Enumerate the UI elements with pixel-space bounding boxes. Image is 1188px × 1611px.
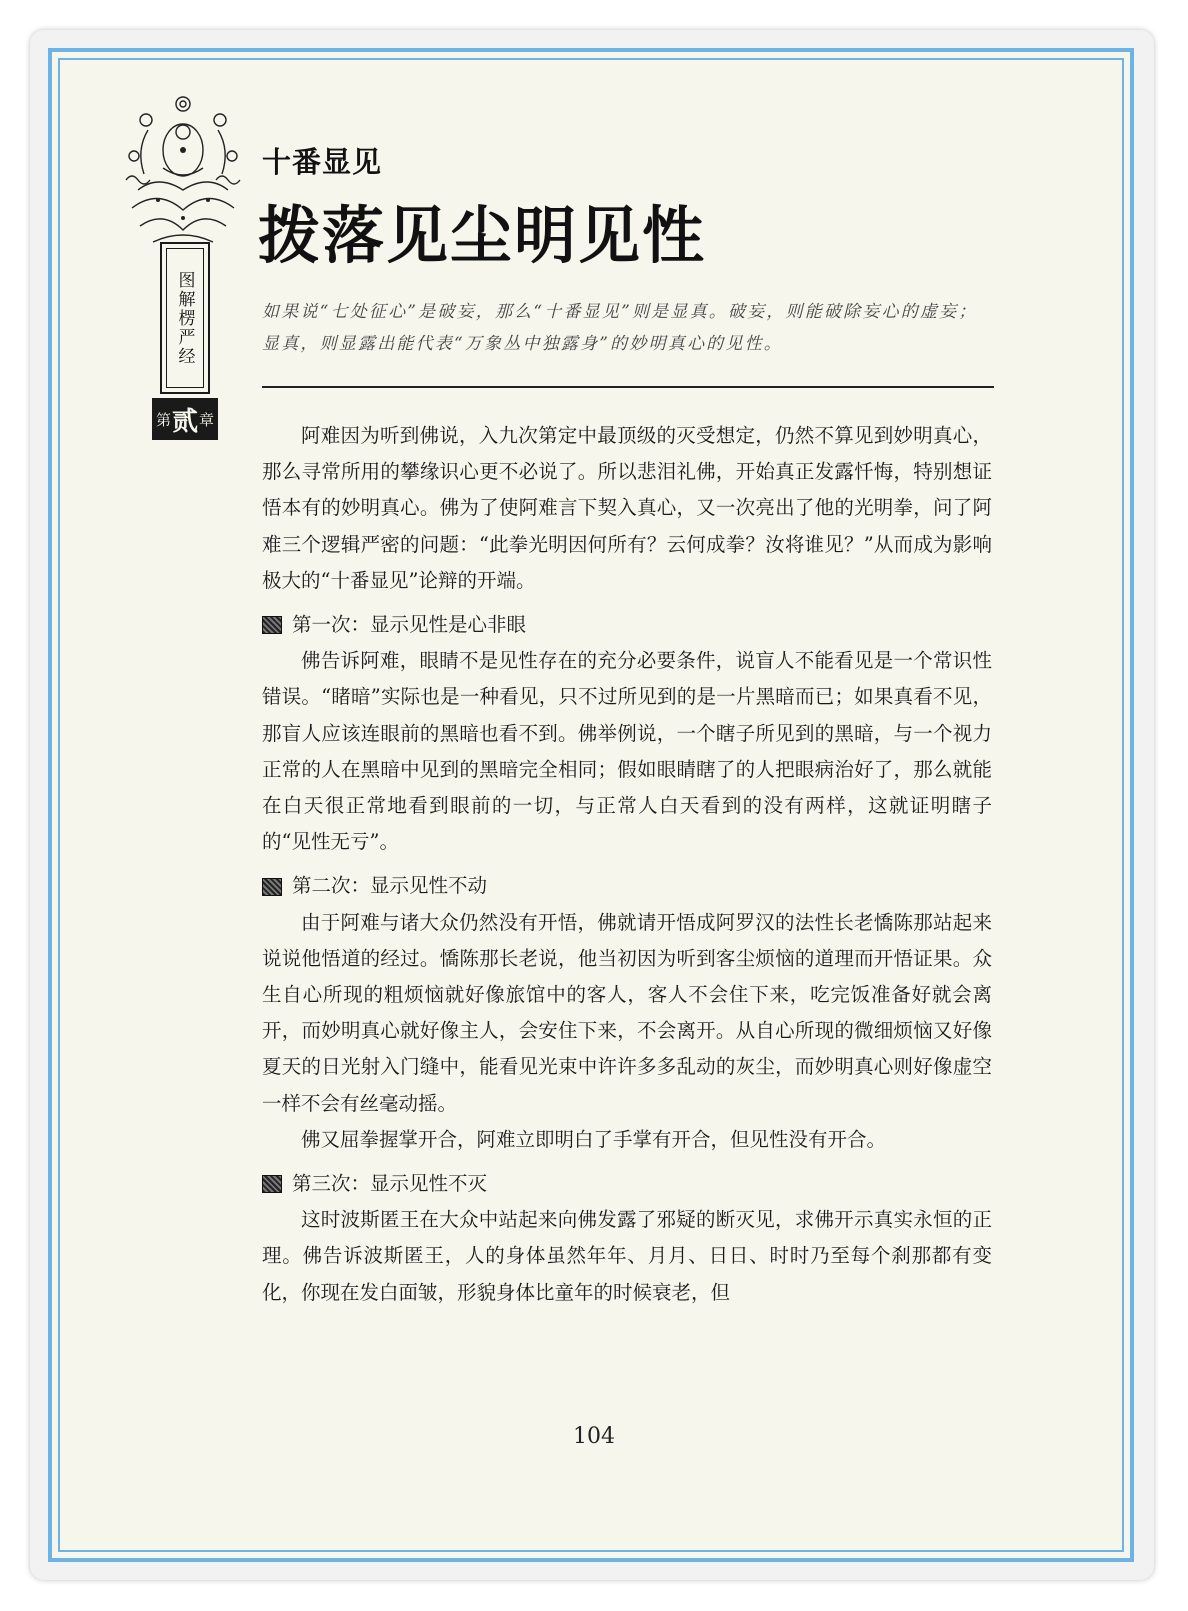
- intro-summary: 如果说“七处征心”是破妄，那么“十番显见”则是显真。破妄，则能破除妄心的虚妄；显真，则显露出能代表“万象丛中独露身”的妙明真心的见性。: [262, 302, 978, 354]
- chapter-number: 贰: [171, 406, 198, 437]
- header-divider: [262, 386, 994, 388]
- section-heading-text: 第一次：显示见性是心非眼: [292, 613, 527, 637]
- body-text: [262, 418, 992, 1311]
- square-bullet-icon: [262, 616, 282, 634]
- section-subtitle: 十番显见: [262, 145, 383, 179]
- square-bullet-icon: [262, 878, 282, 896]
- section-heading: [262, 1166, 992, 1202]
- square-bullet-icon: [262, 1175, 282, 1193]
- chapter-suffix: 章: [199, 410, 215, 429]
- section-paragraph: 佛告诉阿难，眼睛不是见性存在的充分必要条件，说盲人不能看见是一个常识性错误。“睹暗”实际也是一种看见，只不过所见到的是一片黑暗而已；如果真看不见，那盲人应该连眼前的黑暗也看不到。佛举例说，一个瞎子所见到的黑暗，与一个视力正常的人在黑暗中见到的黑暗完全相同；假如眼睛瞎了的人把眼病治好了，那么就能在白天很正常地看到眼前的一切，与正常人白天看到的没有两样，这就证明瞎子的“见性无亏”。: [262, 649, 992, 854]
- opening-paragraph: 阿难因为听到佛说，入九次第定中最顶级的灭受想定，仍然不算见到妙明真心，那么寻常所用的攀缘识心更不必说了。所以悲泪礼佛，开始真正发露忏悔，特别想证悟本有的妙明真心。佛为了使阿难言下契入真心，又一次亮出了他的光明拳，问了阿难三个逻辑严密的问题：“此拳光明因何所有？云何成拳？汝将谁见？”从而成为影响极大的“十番显见”论辩的开端。: [262, 424, 992, 592]
- page-number: 104: [573, 1424, 615, 1449]
- section-paragraph: 由于阿难与诸大众仍然没有开悟，佛就请开悟成阿罗汉的法性长老憍陈那站起来说说他悟道的经过。憍陈那长老说，他当初因为听到客尘烦恼的道理而开悟证果。众生自心所现的粗烦恼就好像旅馆中的客人，客人不会住下来，吃完饭准备好就会离开，而妙明真心就好像主人，会安住下来，不会离开。从自心所现的微细烦恼又好像夏天的日光射入门缝中，能看见光束中许许多多乱动的灰尘，而妙明真心则好像虚空一样不会有丝毫动摇。: [262, 910, 992, 1115]
- section-heading-text: 第三次：显示见性不灭: [292, 1172, 488, 1196]
- page-title: 拨落见尘明见性: [258, 199, 707, 272]
- section-paragraph: 这时波斯匿王在大众中站起来向佛发露了邪疑的断灭见，求佛开示真实永恒的正理。佛告诉波斯匿王，人的身体虽然年年、月月、日日、时时乃至每个刹那都有变化，你现在发白面皱，形貌身体比童年的时候衰老，但: [262, 1208, 992, 1304]
- section-paragraph: 佛又屈拳握掌开合，阿难立即明白了手掌有开合，但见性没有开合。: [301, 1127, 887, 1151]
- chapter-prefix: 第: [155, 410, 171, 429]
- book-title-label: [160, 242, 210, 394]
- book-title-text: 图解楞严经: [166, 248, 204, 388]
- section-heading: [262, 607, 992, 643]
- section-heading: [262, 868, 992, 904]
- section-heading-text: 第二次：显示见性不动: [292, 874, 488, 898]
- chapter-badge: [152, 398, 218, 440]
